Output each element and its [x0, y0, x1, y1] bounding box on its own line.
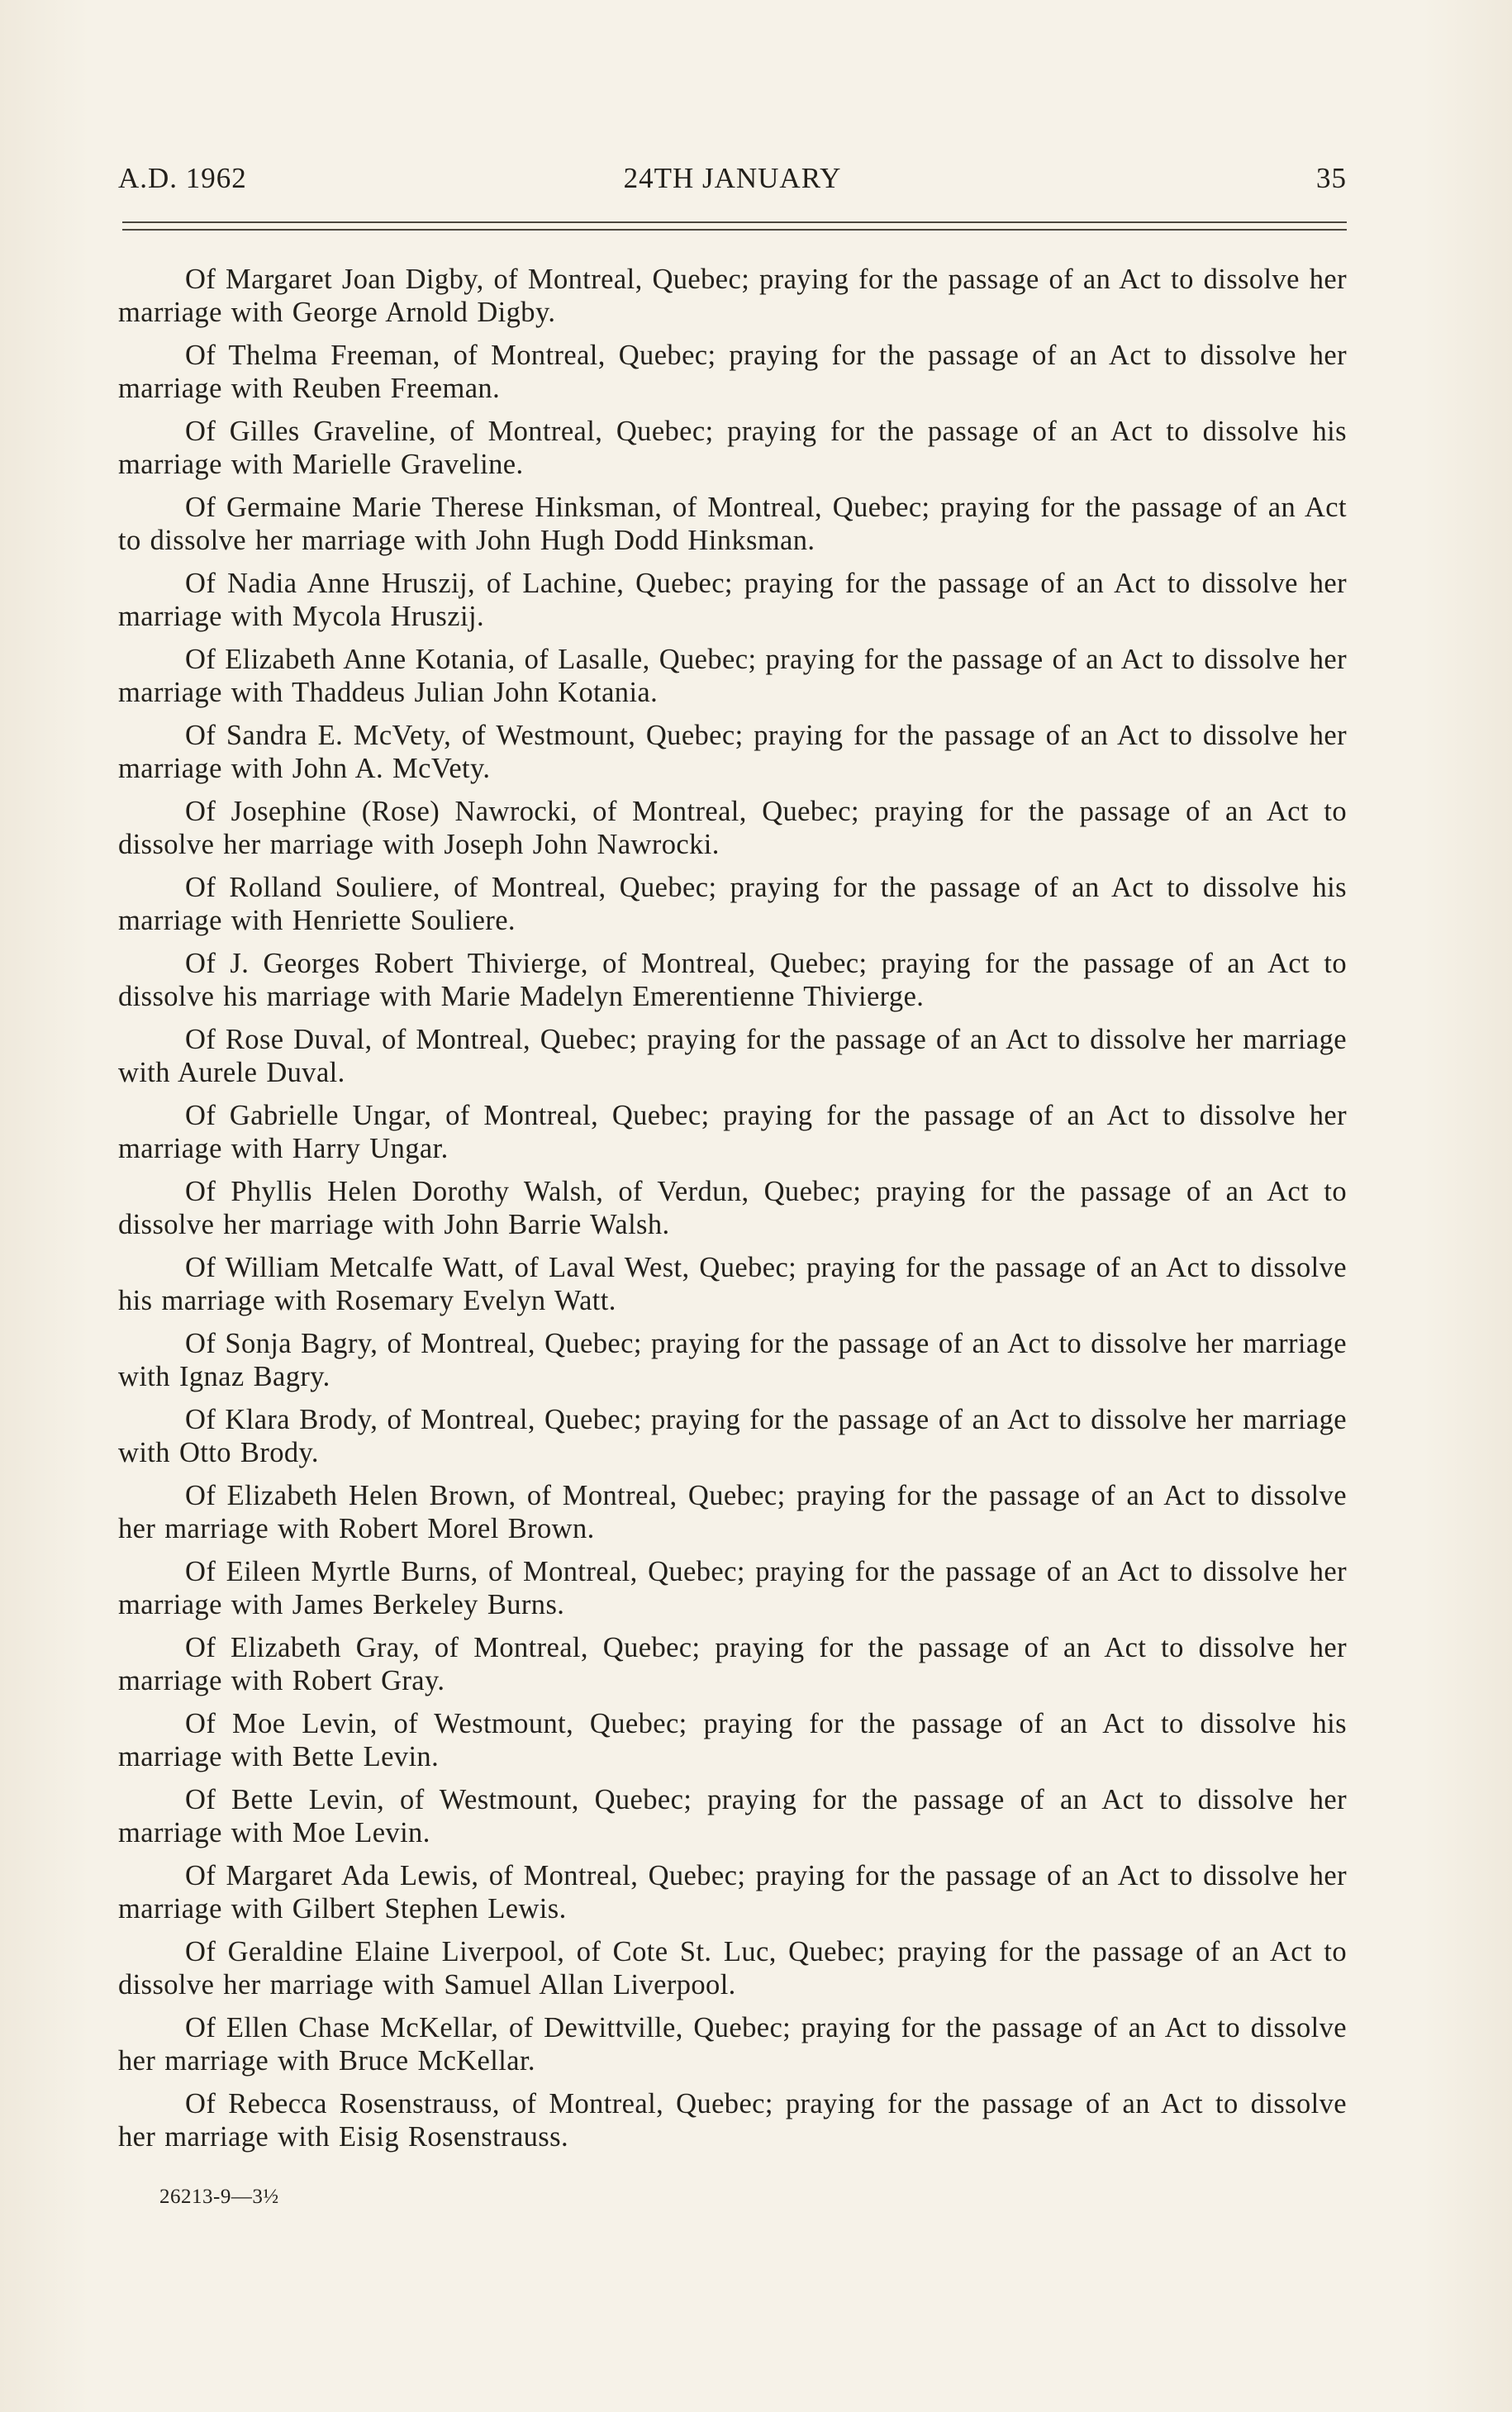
page-number: 35	[1316, 162, 1347, 194]
petition-entry: Of Elizabeth Gray, of Montreal, Quebec; praying for the passage of an Act to dissolve her marriage with Robert Gray.	[118, 1632, 1347, 1696]
petition-entry: Of Moe Levin, of Westmount, Quebec; praying for the passage of an Act to dissolve his marriage with Bette Levin.	[118, 1708, 1347, 1772]
petition-entry: Of Bette Levin, of Westmount, Quebec; praying for the passage of an Act to dissolve her marriage with Moe Levin.	[118, 1784, 1347, 1848]
petition-entry: Of Geraldine Elaine Liverpool, of Cote St. Luc, Quebec; praying for the passage of an Act to dissolve her marriage with Samuel Allan Liverpool.	[118, 1936, 1347, 2000]
petition-entry: Of Sandra E. McVety, of Westmount, Quebec; praying for the passage of an Act to dissolve her marriage with John A. McVety.	[118, 720, 1347, 784]
petition-entry: Of Gilles Graveline, of Montreal, Quebec; praying for the passage of an Act to dissolve his marriage with Marielle Graveline.	[118, 416, 1347, 480]
petition-entry: Of Phyllis Helen Dorothy Walsh, of Verdun, Quebec; praying for the passage of an Act to dissolve her marriage with John Barrie Walsh.	[118, 1176, 1347, 1240]
petition-entry: Of Elizabeth Helen Brown, of Montreal, Quebec; praying for the passage of an Act to dissolve her marriage with Robert Morel Brown.	[118, 1480, 1347, 1544]
petition-entry: Of Rolland Souliere, of Montreal, Quebec; praying for the passage of an Act to dissolve his marriage with Henriette Souliere.	[118, 872, 1347, 936]
petition-entry: Of William Metcalfe Watt, of Laval West, Quebec; praying for the passage of an Act to dissolve his marriage with Rosemary Evelyn Watt.	[118, 1252, 1347, 1316]
petition-entry: Of Elizabeth Anne Kotania, of Lasalle, Quebec; praying for the passage of an Act to dissolve her marriage with Thaddeus Julian John Kotania.	[118, 644, 1347, 708]
petition-entry: Of Margaret Joan Digby, of Montreal, Quebec; praying for the passage of an Act to dissolve her marriage with George Arnold Digby.	[118, 264, 1347, 328]
page-header	[118, 162, 1347, 202]
header-rule-top	[122, 221, 1347, 223]
header-year: A.D. 1962	[118, 162, 247, 194]
printer-code: 26213-9—3½	[159, 2186, 279, 2208]
header-date: 24TH JANUARY	[623, 162, 842, 194]
petition-entry: Of Rose Duval, of Montreal, Quebec; praying for the passage of an Act to dissolve her marriage with Aurele Duval.	[118, 1024, 1347, 1088]
petition-entry: Of Klara Brody, of Montreal, Quebec; praying for the passage of an Act to dissolve her marriage with Otto Brody.	[118, 1404, 1347, 1468]
petition-entry: Of Thelma Freeman, of Montreal, Quebec; praying for the passage of an Act to dissolve her marriage with Reuben Freeman.	[118, 340, 1347, 404]
petition-entry: Of Ellen Chase McKellar, of Dewittville, Quebec; praying for the passage of an Act to dissolve her marriage with Bruce McKellar.	[118, 2012, 1347, 2077]
petition-entry: Of Rebecca Rosenstrauss, of Montreal, Quebec; praying for the passage of an Act to dissolve her marriage with Eisig Rosenstrauss.	[118, 2088, 1347, 2153]
petition-entry: Of Margaret Ada Lewis, of Montreal, Quebec; praying for the passage of an Act to dissolve her marriage with Gilbert Stephen Lewis.	[118, 1860, 1347, 1924]
petition-entry: Of Gabrielle Ungar, of Montreal, Quebec; praying for the passage of an Act to dissolve her marriage with Harry Ungar.	[118, 1100, 1347, 1164]
petition-entry: Of Eileen Myrtle Burns, of Montreal, Quebec; praying for the passage of an Act to dissolve her marriage with James Berkeley Burns.	[118, 1556, 1347, 1620]
petition-entry: Of J. Georges Robert Thivierge, of Montreal, Quebec; praying for the passage of an Act to dissolve his marriage with Marie Madelyn Emerentienne Thivierge.	[118, 948, 1347, 1012]
petition-list	[118, 263, 1347, 2163]
petition-entry: Of Germaine Marie Therese Hinksman, of Montreal, Quebec; praying for the passage of an Act to dissolve her marriage with John Hugh Dodd Hinksman.	[118, 492, 1347, 556]
petition-entry: Of Sonja Bagry, of Montreal, Quebec; praying for the passage of an Act to dissolve her marriage with Ignaz Bagry.	[118, 1328, 1347, 1392]
header-rule-bottom	[122, 229, 1347, 231]
petition-entry: Of Josephine (Rose) Nawrocki, of Montreal, Quebec; praying for the passage of an Act to dissolve her marriage with Joseph John Nawrocki.	[118, 796, 1347, 860]
petition-entry: Of Nadia Anne Hruszij, of Lachine, Quebec; praying for the passage of an Act to dissolve her marriage with Mycola Hruszij.	[118, 568, 1347, 632]
